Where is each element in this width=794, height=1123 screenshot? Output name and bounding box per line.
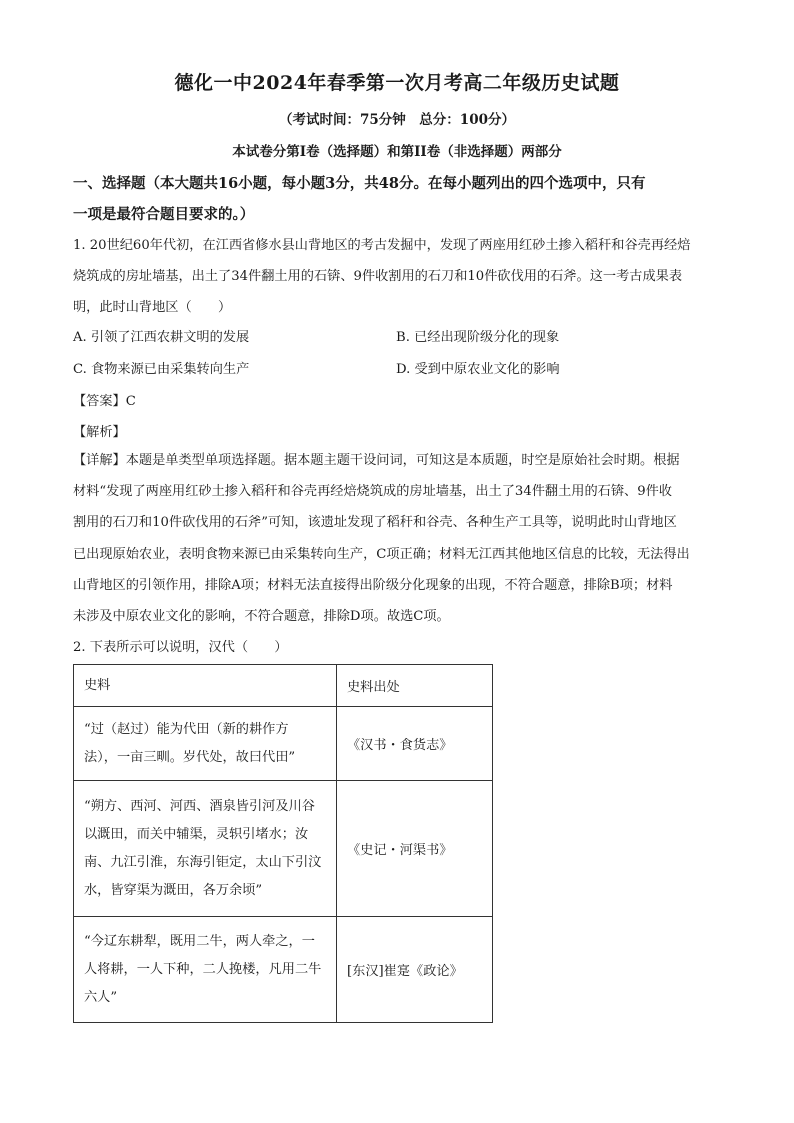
section-heading-line: 一项是最符合题目要求的。） (73, 206, 255, 223)
excerpt-line: “今辽东耕犁，既用二牛，两人牵之，一 (84, 933, 315, 949)
excerpt-line: 南、九江引淮，东海引钜定，太山下引汶 (84, 854, 322, 870)
question-1-stem (73, 230, 725, 324)
table-cell-source: 《史记・河渠书》 (337, 781, 493, 917)
table-cell-excerpt (74, 707, 337, 781)
exam-info: （考试时间：75分钟 总分：100分） (279, 112, 515, 128)
detail-line: 山背地区的引领作用，排除A项；材料无法直接得出阶级分化现象的出现，不符合题意，排除B项；材料 (73, 577, 673, 593)
detail-line: 未涉及中原农业文化的影响，不符合题意，排除D项。故选C项。 (73, 609, 450, 625)
excerpt-line: 以溉田，而关中辅渠，灵轵引堵水；汝 (84, 826, 309, 842)
stem-line: 1. 20世纪60年代初，在江西省修水县山背地区的考古发掘中，发现了两座用红砂土掺入稻秆和谷壳再经焙 (73, 238, 691, 253)
table-row (74, 707, 493, 781)
answer-label: 【答案】C (73, 394, 136, 409)
detail-explanation (73, 445, 725, 632)
section-heading (73, 168, 723, 230)
source-table (73, 664, 493, 1023)
table-header-row (74, 665, 493, 707)
excerpt-line: 人将耕，一人下种，二人挽楼，凡用二牛 (84, 961, 322, 977)
table-cell-source: 《汉书・食货志》 (337, 707, 493, 781)
stem-line: 明，此时山背地区（ ） (73, 300, 232, 316)
option-d: D. 受到中原农业文化的影响 (396, 362, 560, 377)
excerpt-line: “过（赵过）能为代田（新的耕作方 (84, 721, 289, 737)
table-row (74, 781, 493, 917)
detail-line: 已出现原始农业，表明食物来源已由采集转向生产，C项正确；材料无江西其他地区信息的比较，无法得出 (73, 546, 690, 562)
paper-parts-note: 本试卷分第I卷（选择题）和第II卷（非选择题）两部分 (232, 144, 562, 160)
page-title: 德化一中2024年春季第一次月考高二年级历史试题 (174, 72, 620, 94)
stem-line: 烧筑成的房址墙基，出土了34件翻土用的石锛、9件收割用的石刀和10件砍伐用的石斧。这一考古成果表 (73, 269, 683, 285)
option-b: B. 已经出现阶级分化的现象 (396, 330, 560, 345)
excerpt-line: 六人” (84, 989, 118, 1005)
detail-line: 【详解】本题是单类型单项选择题。据本题主题干设问词，可知这是本质题，时空是原始社会时期。根据 (73, 453, 680, 468)
question-2-stem: 2. 下表所示可以说明，汉代（ ） (73, 640, 288, 655)
table-cell-excerpt (74, 917, 337, 1023)
detail-line: 材料“发现了两座用红砂土掺入稻秆和谷壳再经焙烧筑成的房址墙基，出土了34件翻土用的石锛、9件收 (73, 484, 672, 500)
table-header-cell: 史料 (74, 665, 337, 707)
table-cell-source: [东汉]崔寔《政论》 (337, 917, 493, 1023)
section-heading-line: 一、选择题（本大题共16小题，每小题3分，共48分。在每小题列出的四个选项中，只有 (73, 175, 646, 192)
table-cell-excerpt (74, 781, 337, 917)
excerpt-line: 水，皆穿渠为溉田，各万余顷” (84, 882, 263, 898)
analysis-label: 【解析】 (73, 425, 126, 440)
option-c: C. 食物来源已由采集转向生产 (73, 362, 250, 377)
table-header-cell: 史料出处 (337, 665, 493, 707)
excerpt-line: 法），一亩三甽。岁代处，故曰代田” (84, 749, 296, 765)
option-a: A. 引领了江西农耕文明的发展 (73, 330, 250, 345)
detail-line: 割用的石刀和10件砍伐用的石斧”可知，该遗址发现了稻秆和谷壳、各种生产工具等，说明此时山背地区 (73, 515, 677, 531)
table-row (74, 917, 493, 1023)
excerpt-line: “朔方、西河、河西、酒泉皆引河及川谷 (84, 798, 315, 814)
